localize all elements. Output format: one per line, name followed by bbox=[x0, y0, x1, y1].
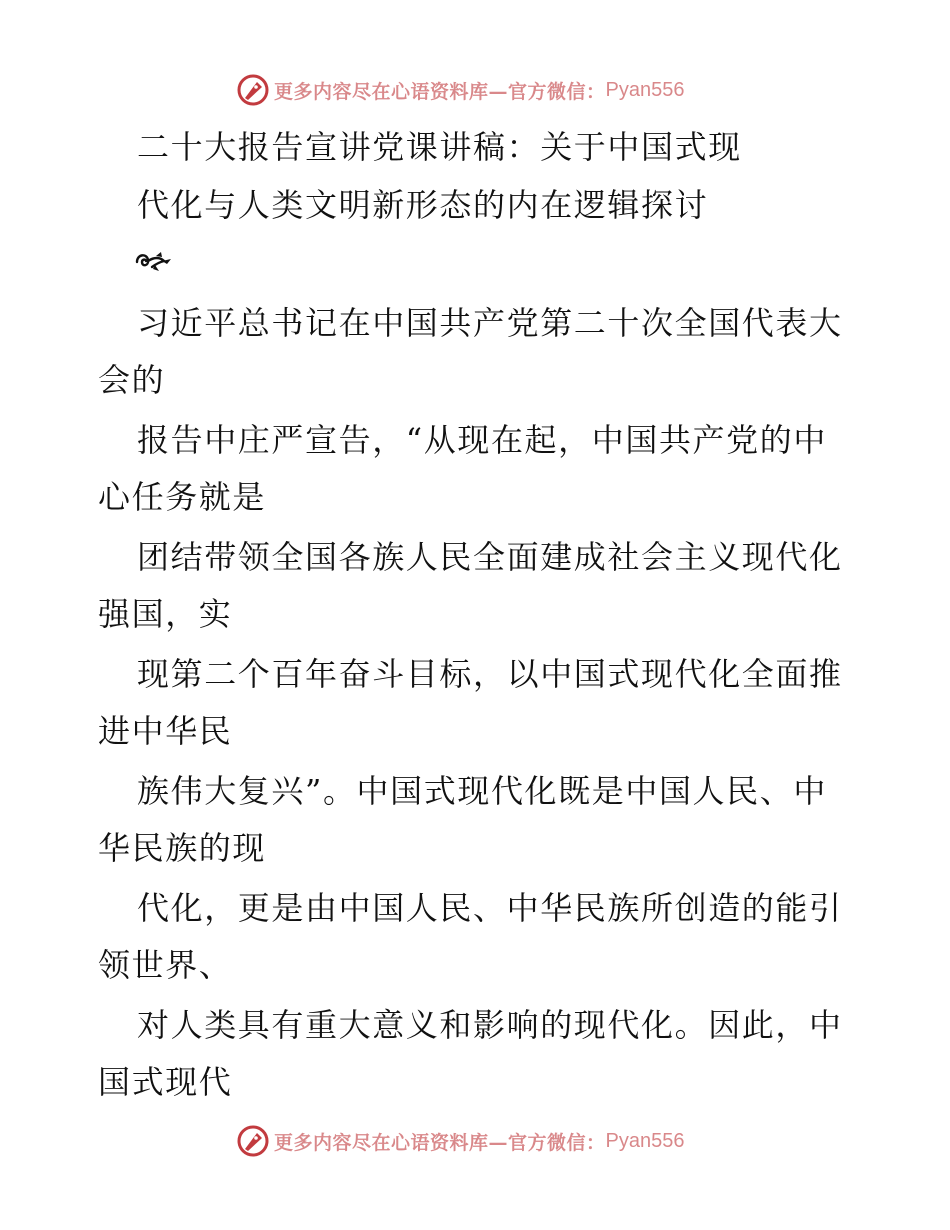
body-line: 现第二个百年奋斗目标，以中国式现代化全面推 bbox=[137, 655, 843, 693]
document-title-line-1: 二十大报告宣讲党课讲稿：关于中国式现 bbox=[137, 128, 742, 166]
body-line: 对人类具有重大意义和影响的现代化。因此，中 bbox=[137, 1006, 843, 1044]
body-line: 代化，更是由中国人民、中华民族所创造的能引 bbox=[137, 889, 843, 927]
watermark-text: 更多内容尽在心语资料库—官方微信： bbox=[274, 80, 606, 103]
body-line: 心任务就是 bbox=[98, 478, 267, 516]
header-watermark bbox=[236, 70, 684, 110]
body-line: 会的 bbox=[98, 361, 166, 399]
body-line: 报告中庄严宣告，“从现在起，中国共产党的中 bbox=[137, 421, 827, 459]
footer-watermark bbox=[236, 1121, 684, 1161]
body-line: 领世界、 bbox=[98, 946, 233, 984]
watermark-wechat-id: Pyan556 bbox=[605, 78, 685, 101]
body-line: 强国，实 bbox=[98, 595, 233, 633]
pen-nib-circle-icon bbox=[236, 1124, 270, 1158]
fleuron-ornament-icon bbox=[134, 248, 174, 276]
body-line: 族伟大复兴”。中国式现代化既是中国人民、中 bbox=[137, 772, 827, 810]
body-line: 华民族的现 bbox=[98, 829, 267, 867]
body-line: 团结带领全国各族人民全面建成社会主义现代化 bbox=[137, 538, 843, 576]
body-line: 进中华民 bbox=[98, 712, 233, 750]
body-line: 国式现代 bbox=[98, 1063, 233, 1101]
document-title-line-2: 代化与人类文明新形态的内在逻辑探讨 bbox=[137, 186, 709, 224]
watermark-text: 更多内容尽在心语资料库—官方微信： bbox=[274, 1131, 606, 1154]
pen-nib-circle-icon bbox=[236, 73, 270, 107]
body-line: 习近平总书记在中国共产党第二十次全国代表大 bbox=[137, 304, 843, 342]
watermark-wechat-id: Pyan556 bbox=[605, 1129, 685, 1152]
